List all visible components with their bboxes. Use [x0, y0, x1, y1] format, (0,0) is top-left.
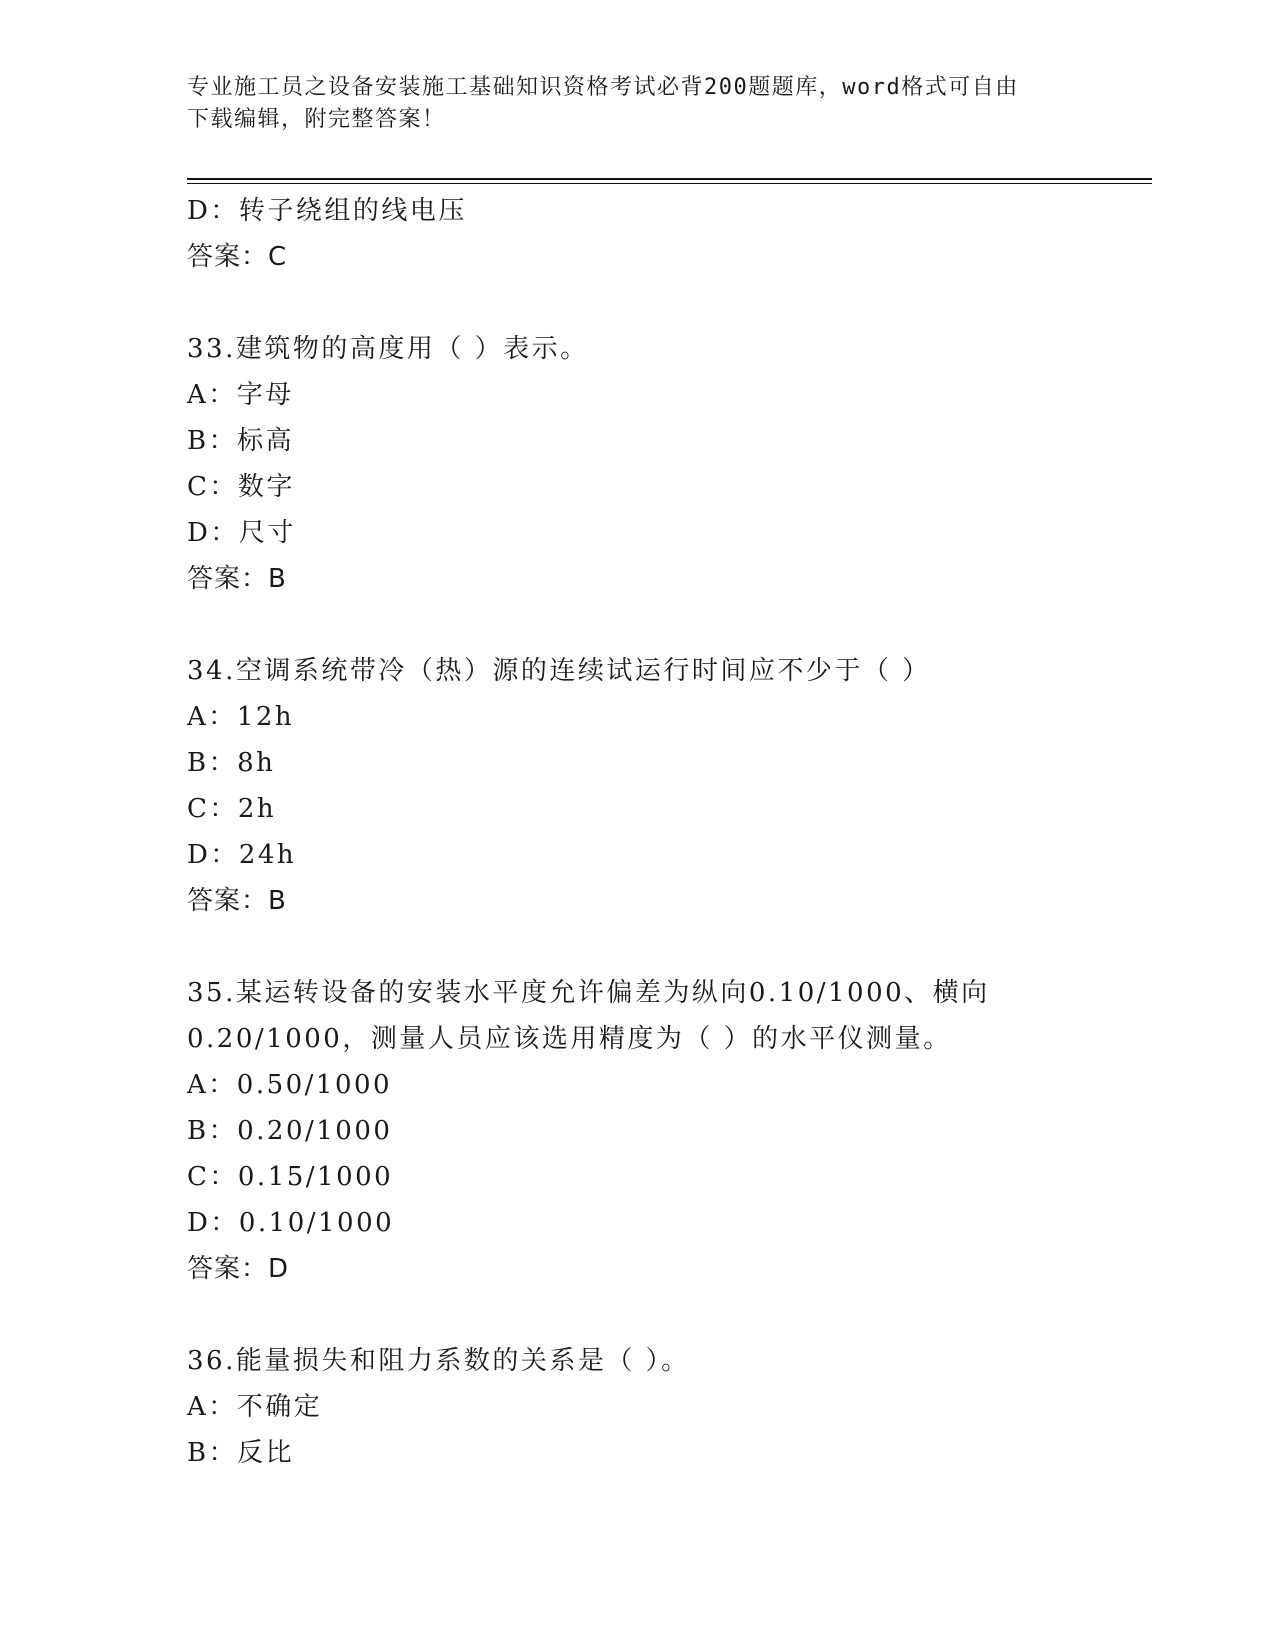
- question-block-36: [187, 1338, 1152, 1476]
- option-a: A：不确定: [187, 1392, 323, 1422]
- option-a: A：0.50/1000: [187, 1070, 393, 1100]
- option-c: C：2h: [187, 794, 277, 824]
- spacer: [187, 924, 1152, 970]
- question-text: 36.能量损失和阻力系数的关系是（ ）。: [187, 1346, 690, 1376]
- question-block-prev: [187, 188, 1152, 280]
- question-list: [187, 188, 1152, 1476]
- spacer: [187, 602, 1152, 648]
- option-a: A：12h: [187, 702, 295, 732]
- option-a: A：字母: [187, 380, 294, 410]
- question-block-33: [187, 326, 1152, 602]
- question-block-34: [187, 648, 1152, 924]
- answer-line: 答案：C: [187, 242, 288, 272]
- option-c: C：0.15/1000: [187, 1162, 394, 1192]
- spacer: [187, 1292, 1152, 1338]
- option-b: B：0.20/1000: [187, 1116, 393, 1146]
- spacer: [187, 280, 1152, 326]
- answer-line: 答案：B: [187, 886, 287, 916]
- question-block-35: [187, 970, 1152, 1292]
- question-text: 34.空调系统带冷（热）源的连续试运行时间应不少于（ ）: [187, 656, 931, 686]
- option-c: C：数字: [187, 472, 295, 502]
- question-text-line-2: 0.20/1000，测量人员应该选用精度为（ ）的水平仪测量。: [187, 1024, 952, 1054]
- option-d: D：转子绕组的线电压: [187, 196, 467, 226]
- answer-line: 答案：D: [187, 1254, 290, 1284]
- option-d: D：0.10/1000: [187, 1208, 395, 1238]
- header-line-2: 下载编辑，附完整答案！: [187, 107, 446, 132]
- option-b: B：反比: [187, 1438, 295, 1468]
- option-d: D：尺寸: [187, 518, 296, 548]
- header-divider-thin: [187, 183, 1152, 184]
- option-b: B：8h: [187, 748, 276, 778]
- question-text: 33.建筑物的高度用（ ）表示。: [187, 334, 589, 364]
- answer-line: 答案：B: [187, 564, 287, 594]
- header-divider-thick: [187, 178, 1152, 180]
- document-header: [187, 72, 1067, 136]
- option-d: D：24h: [187, 840, 297, 870]
- header-line-1: 专业施工员之设备安装施工基础知识资格考试必背200题题库，word格式可自由: [187, 75, 1019, 100]
- option-b: B：标高: [187, 426, 295, 456]
- question-text-line-1: 35.某运转设备的安装水平度允许偏差为纵向0.10/1000、横向: [187, 978, 990, 1008]
